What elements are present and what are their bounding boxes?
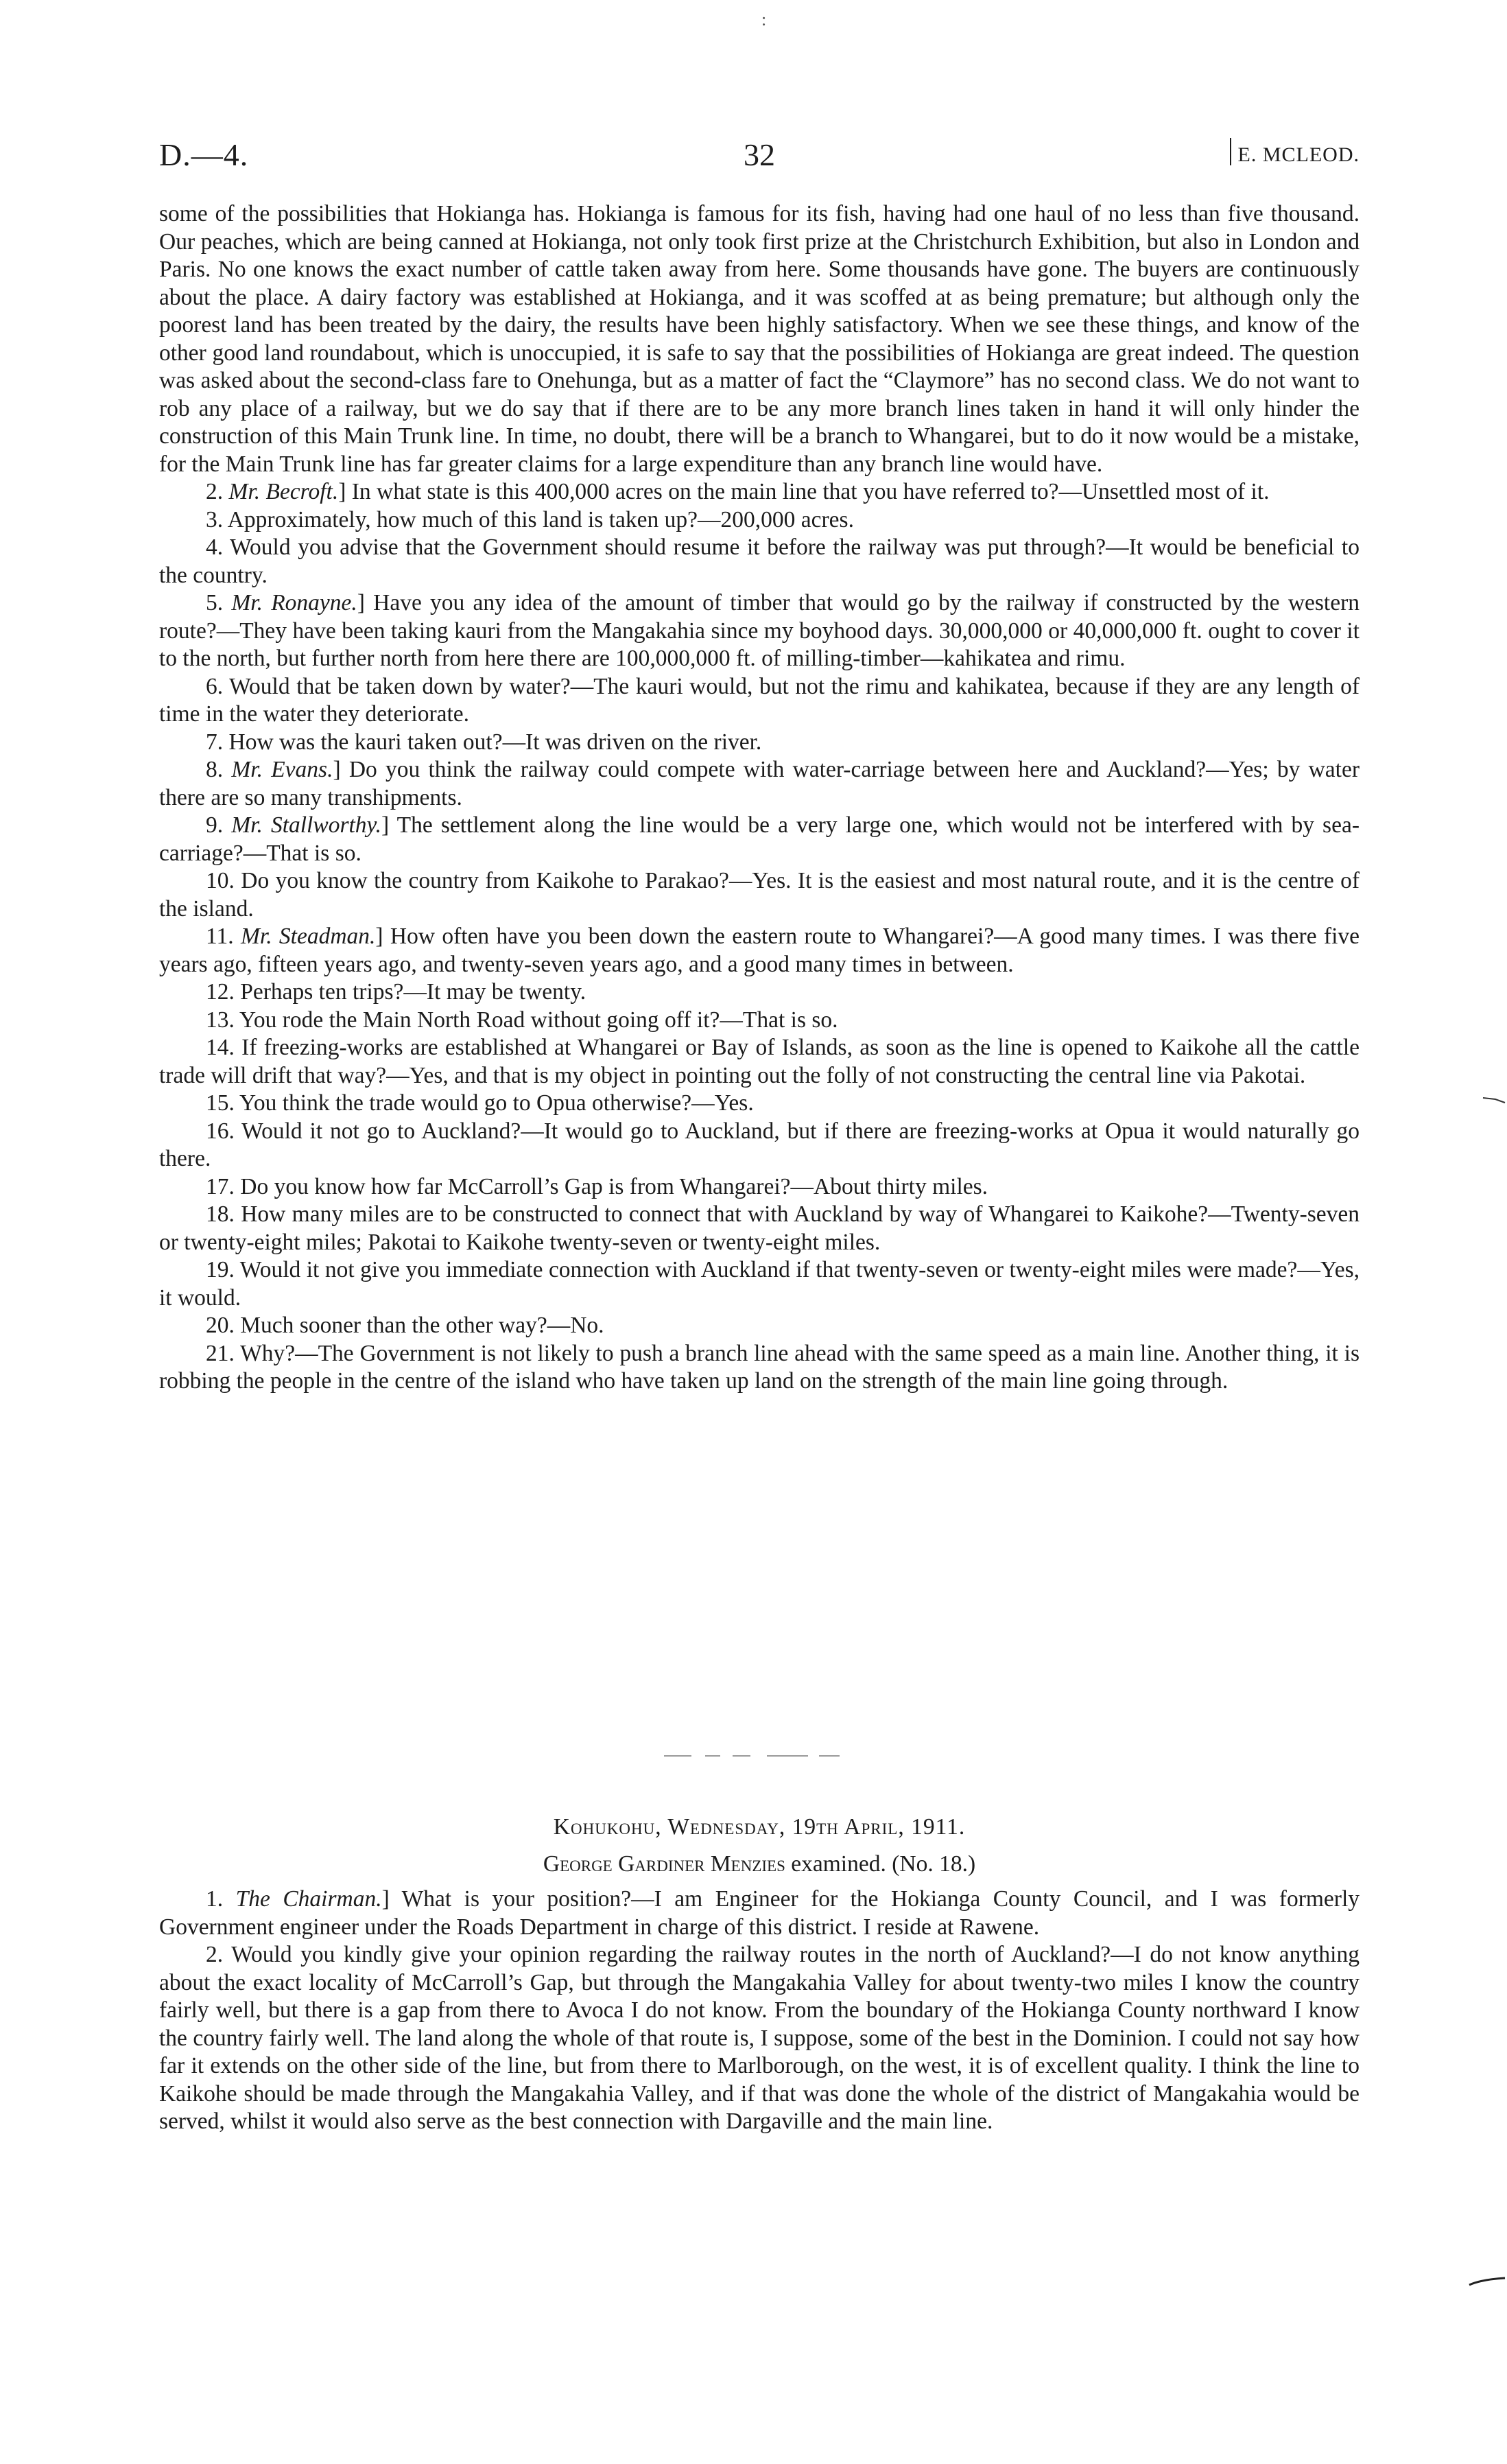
question-text: In what state is this 400,000 acres on the main line that you have referred to?—Unsettled most of it. [351, 479, 1270, 504]
question-paragraph: 5. Mr. Ronayne.] Have you any idea of the amount of timber that would go by the railway if constructed by the western route?—They have been taking kauri from the Mangakahia since my boyhood days. 30,000,000 or 40,000,000 ft. ought to cover it to the north, but further north from here there are 100,000,000 ft. of milling-timber—kahikatea and rimu. [159, 590, 1360, 671]
question-text: How many miles are to be constructed to connect that with Auckland by way of Whangarei to Kaikohe?—Twenty-seven or twenty-eight miles; Pakotai to Kaikohe twenty-seven or twenty-eight miles. [159, 1201, 1360, 1255]
question-number: 7. [206, 729, 224, 755]
question-speaker: Mr. Stallworthy. [231, 812, 381, 838]
question-text: Would it not give you immediate connection with Auckland if that twenty-seven or twenty-eight miles were made?—Yes, it would. [159, 1257, 1360, 1311]
question-number: 5. [206, 590, 224, 615]
question-speaker: Mr. Becroft. [228, 479, 339, 504]
question-paragraph: 11. Mr. Steadman.] How often have you been down the eastern route to Whangarei?—A good many times. I was there five years ago, fifteen years ago, and twenty-seven years ago, and a good many times in between. [159, 924, 1360, 977]
question-text: Perhaps ten trips?—It may be twenty. [240, 979, 586, 1005]
question-number: 17. [206, 1173, 235, 1199]
question-number: 11. [206, 924, 234, 949]
question-number: 20. [206, 1313, 235, 1338]
margin-mark [1482, 1096, 1506, 1103]
question-number: 13. [206, 1007, 235, 1033]
question-number: 15. [206, 1090, 235, 1116]
question-number: 3. [206, 506, 224, 532]
question-paragraph [159, 978, 1360, 1007]
question-paragraph [159, 1034, 1360, 1090]
question-text: Would that be taken down by water?—The kauri would, but not the rimu and kahikatea, because if they are any length of time in the water they deteriorate. [159, 673, 1360, 727]
question-paragraph [159, 506, 1360, 535]
question-paragraph [159, 729, 1360, 757]
question-paragraph: 1. The Chairman.] What is your position?—I am Engineer for the Hokianga County Council, and I was formerly Government engineer under the Roads Department in charge of this district. I reside at Rawene. [159, 1886, 1360, 1940]
question-text: If freezing-works are established at Whangarei or Bay of Islands, as soon as the line is opened to Kaikohe all the cattle trade will drift that way?—Yes, and that is my object in pointing out the folly of not constructing the central line via Pakotai. [159, 1035, 1360, 1088]
question-text: Why?—The Government is not likely to push a branch line ahead with the same speed as a main line. Another thing, it is robbing the people in the centre of the island who have taken up land on the strength of the main line going through. [159, 1340, 1360, 1394]
margin-mark [1468, 2277, 1506, 2286]
question-text: Do you know the country from Kaikohe to Parakao?—Yes. It is the easiest and most natural route, and it is the centre of the island. [159, 868, 1360, 922]
question-text: Approximately, how much of this land is taken up?—200,000 acres. [227, 506, 854, 532]
question-number: 2. [206, 1942, 224, 1967]
question-text: You rode the Main North Road without going off it?—That is so. [239, 1007, 838, 1033]
question-speaker: Mr. Steadman. [240, 924, 376, 949]
question-paragraph [159, 1090, 1360, 1118]
witness-running-head-text: E. MCLEOD. [1237, 143, 1360, 166]
question-paragraph [159, 1256, 1360, 1312]
question-paragraph [159, 1118, 1360, 1173]
question-text: You think the trade would go to Opua otherwise?—Yes. [239, 1090, 754, 1116]
question-number: 16. [206, 1118, 235, 1144]
question-speaker: Mr. Evans. [231, 757, 333, 782]
question-paragraph [159, 867, 1360, 923]
question-number: 12. [206, 979, 235, 1005]
continuation-paragraph: some of the possibilities that Hokianga has. Hokianga is famous for its fish, having had one haul of no less than five thousand. Our peaches, which are being canned at Hokianga, not only took first prize at the Christchurch Exhibition, but also in London and Paris. No one knows the exact number of cattle taken away from here. Some thousands have gone. The buyers are continuously about the place. A dairy factory was established at Hokianga, and it was scoffed at as being premature; but although only the poorest land has been treated by the dairy, the results have been highly satisfactory. When we see these things, and know of the other good land roundabout, which is unoccupied, it is safe to say that the possibilities of Hokianga are great indeed. The question was asked about the second-class fare to Onehunga, but as a matter of fact the “Claymore” has no second class. We do not want to rob any place of a railway, but we do say that if there are to be any more branch lines taken in hand it will only hinder the construction of this Main Trunk line. In time, no doubt, there will be a branch to Whangarei, but to do it now would be a mistake, for the Main Trunk line has far greater claims for a large expenditure than any branch line would have. [159, 201, 1360, 477]
question-number: 19. [206, 1257, 235, 1282]
witness-examined: examined. (No. 18.) [791, 1851, 976, 1877]
question-paragraph [159, 534, 1360, 589]
question-number: 2. [206, 479, 224, 504]
question-paragraph [159, 673, 1360, 729]
question-speaker: The Chairman. [235, 1886, 382, 1912]
question-number: 9. [206, 812, 224, 838]
question-number: 18. [206, 1201, 235, 1227]
question-text: The settlement along the line would be a very large one, which would not be interfered with by sea-carriage?—That is so. [159, 812, 1360, 866]
question-number: 4. [206, 535, 224, 560]
question-text: How often have you been down the eastern route to Whangarei?—A good many times. I was there five years ago, fifteen years ago, and twenty-seven years ago, and a good many times in between. [159, 924, 1360, 977]
question-number: 14. [206, 1035, 235, 1060]
evidence-column-2 [159, 1886, 1360, 2136]
question-number: 10. [206, 868, 235, 893]
question-number: 1. [206, 1886, 224, 1912]
question-number: 21. [206, 1340, 235, 1366]
question-text: Much sooner than the other way?—No. [240, 1313, 604, 1338]
question-text: What is your position?—I am Engineer for the Hokianga County Council, and I was formerly Government engineer under the Roads Department in charge of this district. I reside at Rawene. [159, 1886, 1360, 1940]
question-text: Have you any idea of the amount of timber that would go by the railway if constructed by the western route?—They have been taking kauri from the Mangakahia since my boyhood days. 30,000,000 or 40,000,000 ft. ought to cover it to the north, but further north from here there are 100,000,000 ft. of milling-timber—kahikatea and rimu. [159, 590, 1360, 671]
witness-name: George Gardiner Menzies [543, 1851, 785, 1877]
question-paragraph [159, 1007, 1360, 1035]
sitting-heading: Kohukohu, Wednesday, 19th April, 1911. [553, 1814, 966, 1840]
question-paragraph [159, 1201, 1360, 1256]
question-number: 6. [206, 673, 224, 699]
page-header [159, 134, 1360, 176]
question-paragraph [159, 1941, 1360, 2136]
question-text: Do you think the railway could compete with water-carriage between here and Auckland?—Yes; by water there are so many transhipments. [159, 757, 1360, 810]
witness-heading [159, 1850, 1360, 1879]
question-text: Would you kindly give your opinion regarding the railway routes in the north of Auckland?—I do not know anything about the exact locality of McCarroll’s Gap, but through the Mangakahia Valley for about twenty-two miles I know the country fairly well, but there is a gap from there to Avoca I do not know. From the boundary of the Hokianga County northward I know the country fairly well. The land along the whole of that route is, I suppose, some of the best in the Dominion. I could not say how far it extends on the other side of the line, but from there to Marlborough, on the west, it is of excellent quality. I think the line to Kaikohe should be made through the Mangakahia Valley, and if that was done the whole of the district of Mangakahia would be served, whilst it would also serve as the best connection with Dargaville and the main line. [159, 1942, 1360, 2134]
section-divider [664, 1755, 842, 1759]
question-paragraph [159, 1340, 1360, 1396]
question-number: 8. [206, 757, 224, 782]
question-paragraph: 8. Mr. Evans.] Do you think the railway could compete with water-carriage between here and Auckland?—Yes; by water there are so many transhipments. [159, 757, 1360, 810]
question-paragraph: 2. Mr. Becroft.] In what state is this 400,000 acres on the main line that you have referred to?—Unsettled most of it. [206, 479, 1270, 504]
question-text: Do you know how far McCarroll’s Gap is from Whangarei?—About thirty miles. [240, 1173, 988, 1199]
report-code: D.—4. [159, 137, 249, 172]
question-paragraph [159, 1173, 1360, 1201]
witness-running-head [1230, 134, 1360, 176]
question-paragraph [159, 1312, 1360, 1340]
question-speaker: Mr. Ronayne. [231, 590, 357, 615]
question-text: Would it not go to Auckland?—It would go to Auckland, but if there are freezing-works at Opua it would naturally go there. [159, 1118, 1360, 1171]
question-text: Would you advise that the Government should resume it before the railway was put through?—It would be beneficial to the country. [159, 535, 1360, 588]
evidence-column-1 [159, 200, 1360, 1396]
page-mark: : [761, 10, 767, 30]
page-number: 32 [744, 137, 775, 172]
question-paragraph: 9. Mr. Stallworthy.] The settlement along the line would be a very large one, which would not be interfered with by sea-carriage?—That is so. [159, 812, 1360, 866]
question-text: How was the kauri taken out?—It was driven on the river. [228, 729, 762, 755]
